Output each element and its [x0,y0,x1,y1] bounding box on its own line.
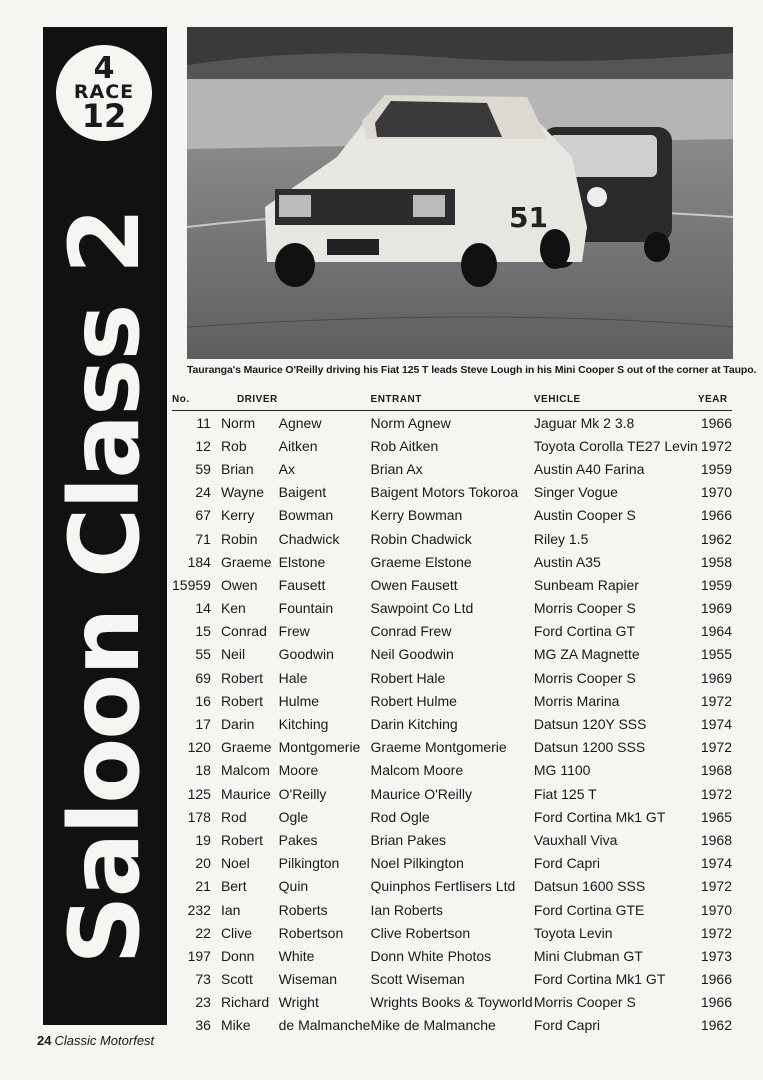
race-badge-top-number: 4 [93,50,115,86]
entrant-cell: Owen Fausett [370,576,458,593]
driver-first-name-cell: Robin [220,530,258,547]
vehicle-cell: Singer Vogue [533,484,618,501]
year-cell: 1968 [700,762,732,779]
race-badge-bottom-number: 12 [81,97,127,136]
year-cell: 1962 [700,1017,732,1034]
table-row [172,620,732,643]
car-number-cell: 178 [187,808,211,825]
table-row [172,759,732,782]
entrant-cell: Graeme Elstone [370,553,472,570]
driver-first-name-cell: Owen [220,576,258,593]
driver-first-name-cell: Robert [220,692,263,709]
year-cell: 1966 [700,971,732,988]
table-row [172,597,732,620]
driver-last-name-cell: Kitching [278,716,329,733]
driver-first-name-cell: Brian [220,460,254,477]
entrant-cell: Robert Hale [370,669,446,686]
driver-last-name-cell: Elstone [278,553,326,570]
vehicle-cell: Morris Cooper S [533,669,636,686]
vehicle-cell: MG 1100 [533,762,591,779]
car-number-cell: 21 [195,878,211,895]
vehicle-cell: Ford Capri [533,1017,601,1034]
car-number-cell: 184 [187,553,211,570]
car-number-cell: 16 [195,692,211,709]
table-row [172,852,732,875]
entrant-cell: Norm Agnew [370,414,451,431]
driver-last-name-cell: White [278,947,315,964]
year-cell: 1974 [700,716,732,733]
vehicle-cell: Austin A35 [533,553,601,570]
vehicle-cell: Mini Clubman GT [533,947,643,964]
year-cell: 1966 [700,414,732,431]
vehicle-cell: Ford Capri [533,855,601,872]
table-row [172,828,732,851]
entrant-cell: Malcom Moore [370,762,464,779]
publication-name: Classic Motorfest [54,1033,155,1048]
driver-last-name-cell: Fausett [278,576,326,593]
entrant-cell: Rob Aitken [370,437,439,454]
entrant-cell: Wrights Books & Toyworld [370,994,533,1011]
year-cell: 1966 [700,994,732,1011]
vehicle-cell: Austin A40 Farina [533,460,645,477]
vehicle-cell: MG ZA Magnette [533,646,640,663]
driver-last-name-cell: Hulme [278,692,320,709]
driver-first-name-cell: Wayne [220,484,264,501]
table-row [172,921,732,944]
photo-caption: Tauranga's Maurice O'Reilly driving his Fiat 125 T leads Steve Lough in his Mini Cooper S out of the corner at Taupo. [187,364,757,376]
page-number: 24 [37,1033,52,1048]
driver-last-name-cell: Goodwin [278,646,334,663]
table-row [172,481,732,504]
year-cell: 1968 [700,831,732,848]
driver-last-name-cell: de Malmanche [278,1017,371,1034]
entrant-cell: Ian Roberts [370,901,443,918]
page-footer [37,1033,154,1048]
car-number-cell: 55 [195,646,211,663]
entrant-cell: Noel Pilkington [370,855,464,872]
car-number-cell: 18 [195,762,211,779]
year-cell: 1959 [700,576,732,593]
vehicle-cell: Datsun 120Y SSS [533,716,647,733]
table-row [172,1014,732,1037]
year-cell: 1972 [700,739,732,756]
entrant-cell: Robert Hulme [370,692,457,709]
header-entrant: ENTRANT [371,388,534,411]
table-row [172,434,732,457]
year-cell: 1972 [700,692,732,709]
driver-last-name-cell: Ax [278,460,295,477]
driver-last-name-cell: Agnew [278,414,322,431]
entrant-cell: Graeme Montgomerie [370,739,507,756]
driver-first-name-cell: Bert [220,878,247,895]
vehicle-cell: Morris Marina [533,692,620,709]
table-row [172,782,732,805]
driver-first-name-cell: Kerry [220,507,255,524]
driver-last-name-cell: Fountain [278,600,334,617]
car-number-cell: 24 [195,484,211,501]
car-number-cell: 14 [195,600,211,617]
table-row [172,736,732,759]
year-cell: 1972 [700,924,732,941]
year-cell: 1965 [700,808,732,825]
header-driver: DRIVER [221,388,371,411]
car-number-cell: 232 [187,901,211,918]
sidebar-banner [43,27,167,1025]
driver-first-name-cell: Ken [220,600,246,617]
table-row [172,643,732,666]
table-row [172,898,732,921]
table-row [172,689,732,712]
vehicle-cell: Toyota Levin [533,924,613,941]
driver-first-name-cell: Rob [220,437,247,454]
year-cell: 1966 [700,507,732,524]
entrant-cell: Brian Ax [370,460,423,477]
car-number-cell: 73 [195,971,211,988]
entrant-cell: Maurice O'Reilly [370,785,473,802]
driver-last-name-cell: Pilkington [278,855,340,872]
car-number-cell: 69 [195,669,211,686]
vehicle-cell: Sunbeam Rapier [533,576,639,593]
car-number-cell: 197 [187,947,211,964]
driver-first-name-cell: Graeme [220,739,272,756]
car-number-cell: 71 [195,530,211,547]
driver-first-name-cell: Scott [220,971,253,988]
driver-last-name-cell: Bowman [278,507,334,524]
table-row [172,805,732,828]
year-cell: 1972 [700,785,732,802]
driver-first-name-cell: Robert [220,831,263,848]
header-no: No. [172,388,221,411]
driver-first-name-cell: Richard [220,994,270,1011]
table-row [172,968,732,991]
year-cell: 1972 [700,878,732,895]
header-vehicle: VEHICLE [534,388,698,411]
year-cell: 1970 [700,901,732,918]
svg-text:51: 51 [509,201,548,234]
year-cell: 1974 [700,855,732,872]
year-cell: 1955 [700,646,732,663]
car-number-cell: 59 [195,460,211,477]
table-row [172,550,732,573]
entry-list-table [172,388,732,1037]
driver-last-name-cell: Baigent [278,484,327,501]
driver-first-name-cell: Robert [220,669,263,686]
year-cell: 1973 [700,947,732,964]
race-badge [56,45,152,141]
entrant-cell: Robin Chadwick [370,530,472,547]
vehicle-cell: Ford Cortina Mk1 GT [533,971,666,988]
race-badge-label: RACE [73,81,135,104]
vehicle-cell: Toyota Corolla TE27 Levin [533,437,698,454]
year-cell: 1964 [700,623,732,640]
car-number-cell: 36 [195,1017,211,1034]
driver-first-name-cell: Graeme [220,553,272,570]
car-number-cell: 120 [187,739,211,756]
car-number-cell: 23 [195,994,211,1011]
driver-last-name-cell: Quin [278,878,309,895]
table-row [172,944,732,967]
table-row [172,504,732,527]
race-photo [187,27,733,359]
vehicle-cell: Ford Cortina GTE [533,901,645,918]
section-title: Saloon Class 2 [49,209,161,965]
table-row [172,457,732,480]
entrant-cell: Brian Pakes [370,831,447,848]
entrant-cell: Rod Ogle [370,808,430,825]
car-number-cell: 15959 [172,576,211,593]
entrant-cell: Quinphos Fertlisers Ltd [370,878,516,895]
driver-last-name-cell: Pakes [278,831,318,848]
vehicle-cell: Datsun 1600 SSS [533,878,646,895]
vehicle-cell: Ford Cortina Mk1 GT [533,808,666,825]
vehicle-cell: Morris Cooper S [533,994,636,1011]
vehicle-cell: Morris Cooper S [533,600,636,617]
entrant-cell: Conrad Frew [370,623,452,640]
vehicle-cell: Vauxhall Viva [533,831,618,848]
driver-last-name-cell: Robertson [278,924,344,941]
driver-last-name-cell: Roberts [278,901,328,918]
year-cell: 1970 [700,484,732,501]
driver-first-name-cell: Maurice [220,785,271,802]
driver-last-name-cell: Montgomerie [278,739,361,756]
table-row [172,527,732,550]
table-row [172,712,732,735]
year-cell: 1962 [700,530,732,547]
driver-last-name-cell: Aitken [278,437,318,454]
vehicle-cell: Fiat 125 T [533,785,597,802]
car-number-cell: 11 [196,414,211,431]
table-header-row [172,388,732,411]
driver-first-name-cell: Conrad [220,623,267,640]
entrant-cell: Clive Robertson [370,924,471,941]
header-year: YEAR [698,388,732,411]
entrant-cell: Sawpoint Co Ltd [370,600,474,617]
car-number-cell: 125 [187,785,211,802]
table-row [172,411,732,435]
vehicle-cell: Datsun 1200 SSS [533,739,646,756]
car-number-cell: 22 [195,924,211,941]
year-cell: 1972 [700,437,732,454]
entrant-cell: Donn White Photos [370,947,492,964]
driver-last-name-cell: O'Reilly [278,785,327,802]
driver-first-name-cell: Clive [220,924,253,941]
driver-first-name-cell: Norm [220,414,256,431]
car-number-cell: 15 [195,623,211,640]
driver-first-name-cell: Malcom [220,762,270,779]
entrant-cell: Mike de Malmanche [370,1017,496,1034]
driver-first-name-cell: Rod [220,808,247,825]
entrant-cell: Kerry Bowman [370,507,463,524]
year-cell: 1969 [700,600,732,617]
entrant-cell: Neil Goodwin [370,646,454,663]
table-row [172,991,732,1014]
car-number-cell: 67 [195,507,211,524]
year-cell: 1969 [700,669,732,686]
table-row [172,573,732,596]
driver-last-name-cell: Frew [278,623,310,640]
car-number-cell: 17 [195,716,211,733]
entrant-cell: Scott Wiseman [370,971,465,988]
car-number-cell: 20 [195,855,211,872]
driver-last-name-cell: Wiseman [278,971,337,988]
driver-first-name-cell: Donn [220,947,255,964]
driver-first-name-cell: Noel [220,855,250,872]
driver-first-name-cell: Mike [220,1017,251,1034]
driver-last-name-cell: Ogle [278,808,309,825]
vehicle-cell: Austin Cooper S [533,507,636,524]
driver-first-name-cell: Neil [220,646,246,663]
driver-last-name-cell: Hale [278,669,308,686]
driver-last-name-cell: Wright [278,994,319,1011]
car-number-cell: 12 [195,437,211,454]
table-row [172,875,732,898]
table-row [172,666,732,689]
vehicle-cell: Riley 1.5 [533,530,589,547]
year-cell: 1959 [700,460,732,477]
vehicle-cell: Ford Cortina GT [533,623,636,640]
driver-last-name-cell: Moore [278,762,319,779]
entrant-cell: Baigent Motors Tokoroa [370,484,519,501]
car-number-cell: 19 [195,831,211,848]
year-cell: 1958 [700,553,732,570]
driver-first-name-cell: Ian [220,901,241,918]
vehicle-cell: Jaguar Mk 2 3.8 [533,414,635,431]
driver-last-name-cell: Chadwick [278,530,340,547]
entrant-cell: Darin Kitching [370,716,458,733]
driver-first-name-cell: Darin [220,716,255,733]
